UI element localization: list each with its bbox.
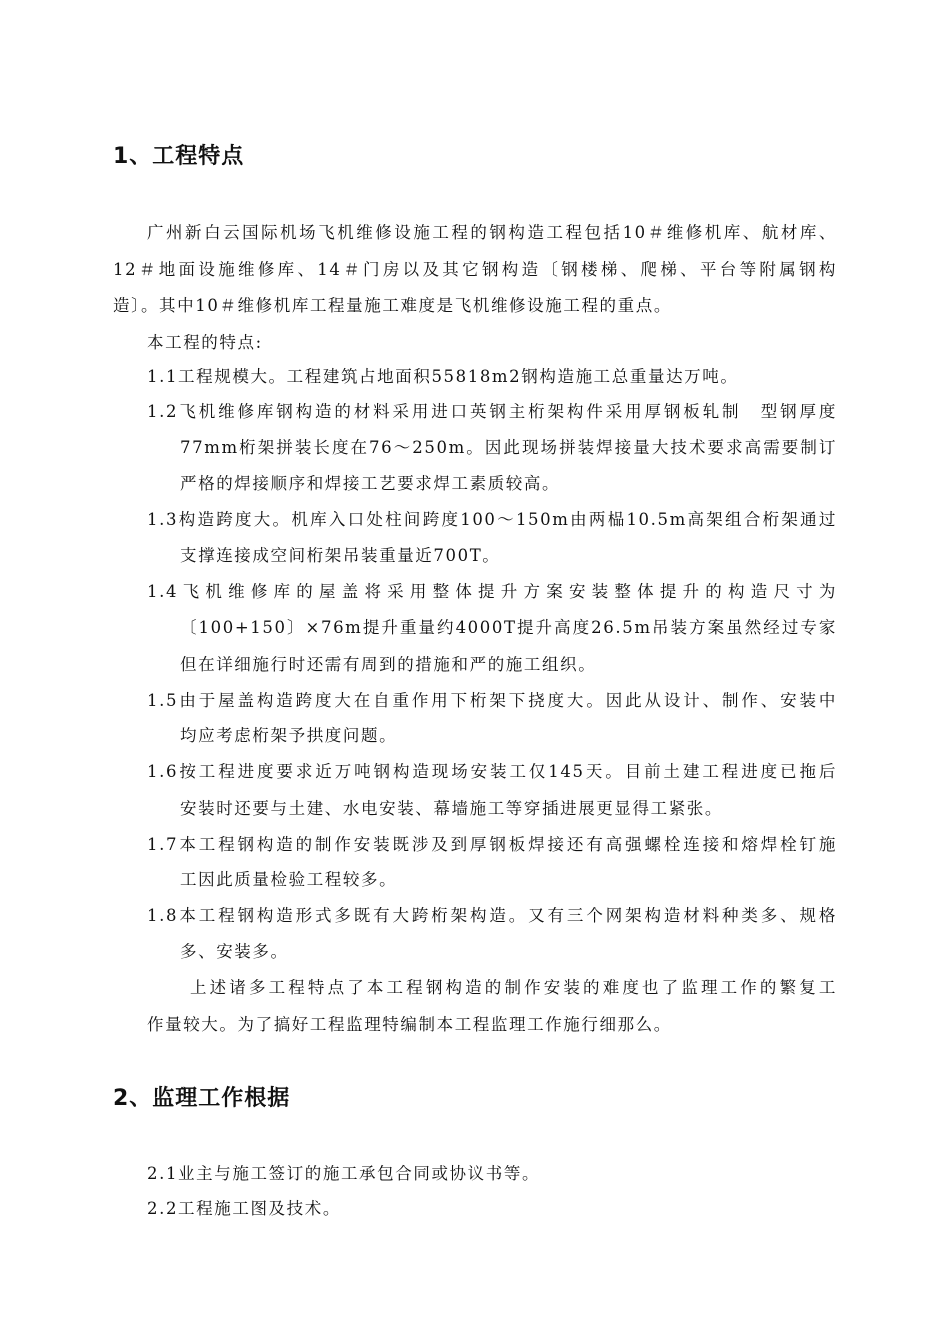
item-1-2-line-3: 严格的焊接顺序和焊接工艺要求焊工素质较高。 — [180, 474, 561, 493]
summary-line-1: 上述诸多工程特点了本工程钢构造的制作安装的难度也了监理工作的繁复工 — [190, 978, 837, 997]
item-1-7-line-2: 工因此质量检验工程较多。 — [180, 870, 398, 889]
item-1-1-line-1: 1.1工程规模大。工程建筑占地面积55818m2钢构造施工总重量达万吨。 — [147, 367, 739, 386]
features-title: 本工程的特点: — [147, 333, 263, 352]
item-1-3-line-2: 支撑连接成空间桁架吊装重量近700T。 — [180, 546, 501, 565]
item-1-2-line-2: 77mm桁架拼装长度在76～250m。因此现场拼装焊接量大技术要求高需要制订 — [180, 438, 837, 457]
item-1-6-line-2: 安装时还要与土建、水电安装、幕墙施工等穿插进展更显得工紧张。 — [180, 799, 723, 818]
intro-line-2: 12＃地面设施维修库、14＃门房以及其它钢构造〔钢楼梯、爬梯、平台等附属钢构 — [113, 260, 837, 279]
item-1-4-line-1: 1.4飞机维修库的屋盖将采用整体提升方案安装整体提升的构造尺寸为 — [147, 582, 837, 601]
item-1-2-line-1: 1.2飞机维修库钢构造的材料采用进口英钢主桁架构件采用厚钢板轧制 型钢厚度 — [147, 402, 837, 421]
item-1-6-line-1: 1.6按工程进度要求近万吨钢构造现场安装工仅145天。目前土建工程进度已拖后 — [147, 762, 837, 781]
item-1-8-line-1: 1.8本工程钢构造形式多既有大跨桁架构造。又有三个网架构造材料种类多、规格 — [147, 906, 837, 925]
intro-line-1: 广州新白云国际机场飞机维修设施工程的钢构造工程包括10＃维修机库、航材库、 — [147, 223, 837, 242]
item-1-4-line-3: 但在详细施行时还需有周到的措施和严的施工组织。 — [180, 655, 597, 674]
section2-heading: 2、监理工作根据 — [113, 1086, 291, 1111]
item-1-5-line-2: 均应考虑桁架予拱度问题。 — [180, 726, 398, 745]
item-1-7-line-1: 1.7本工程钢构造的制作安装既涉及到厚钢板焊接还有高强螺栓连接和熔焊栓钉施 — [147, 835, 837, 854]
section2-item-1: 2.1业主与施工签订的施工承包合同或协议书等。 — [147, 1164, 541, 1183]
item-1-3-line-1: 1.3构造跨度大。机库入口处柱间跨度100～150m由两榀10.5m高架组合桁架通过 — [147, 510, 837, 529]
section2-item-2: 2.2工程施工图及技术。 — [147, 1199, 341, 1218]
section1-heading: 1、工程特点 — [113, 144, 245, 169]
item-1-5-line-1: 1.5由于屋盖构造跨度大在自重作用下桁架下挠度大。因此从设计、制作、安装中 — [147, 691, 837, 710]
intro-line-3: 造〕。其中10＃维修机库工程量施工难度是飞机维修设施工程的重点。 — [113, 296, 672, 315]
summary-line-2: 作量较大。为了搞好工程监理特编制本工程监理工作施行细那么。 — [147, 1015, 672, 1034]
item-1-8-line-2: 多、安装多。 — [180, 942, 289, 961]
item-1-4-line-2: 〔100+150〕×76m提升重量约4000T提升高度26.5m吊装方案虽然经过专家 — [180, 618, 837, 637]
